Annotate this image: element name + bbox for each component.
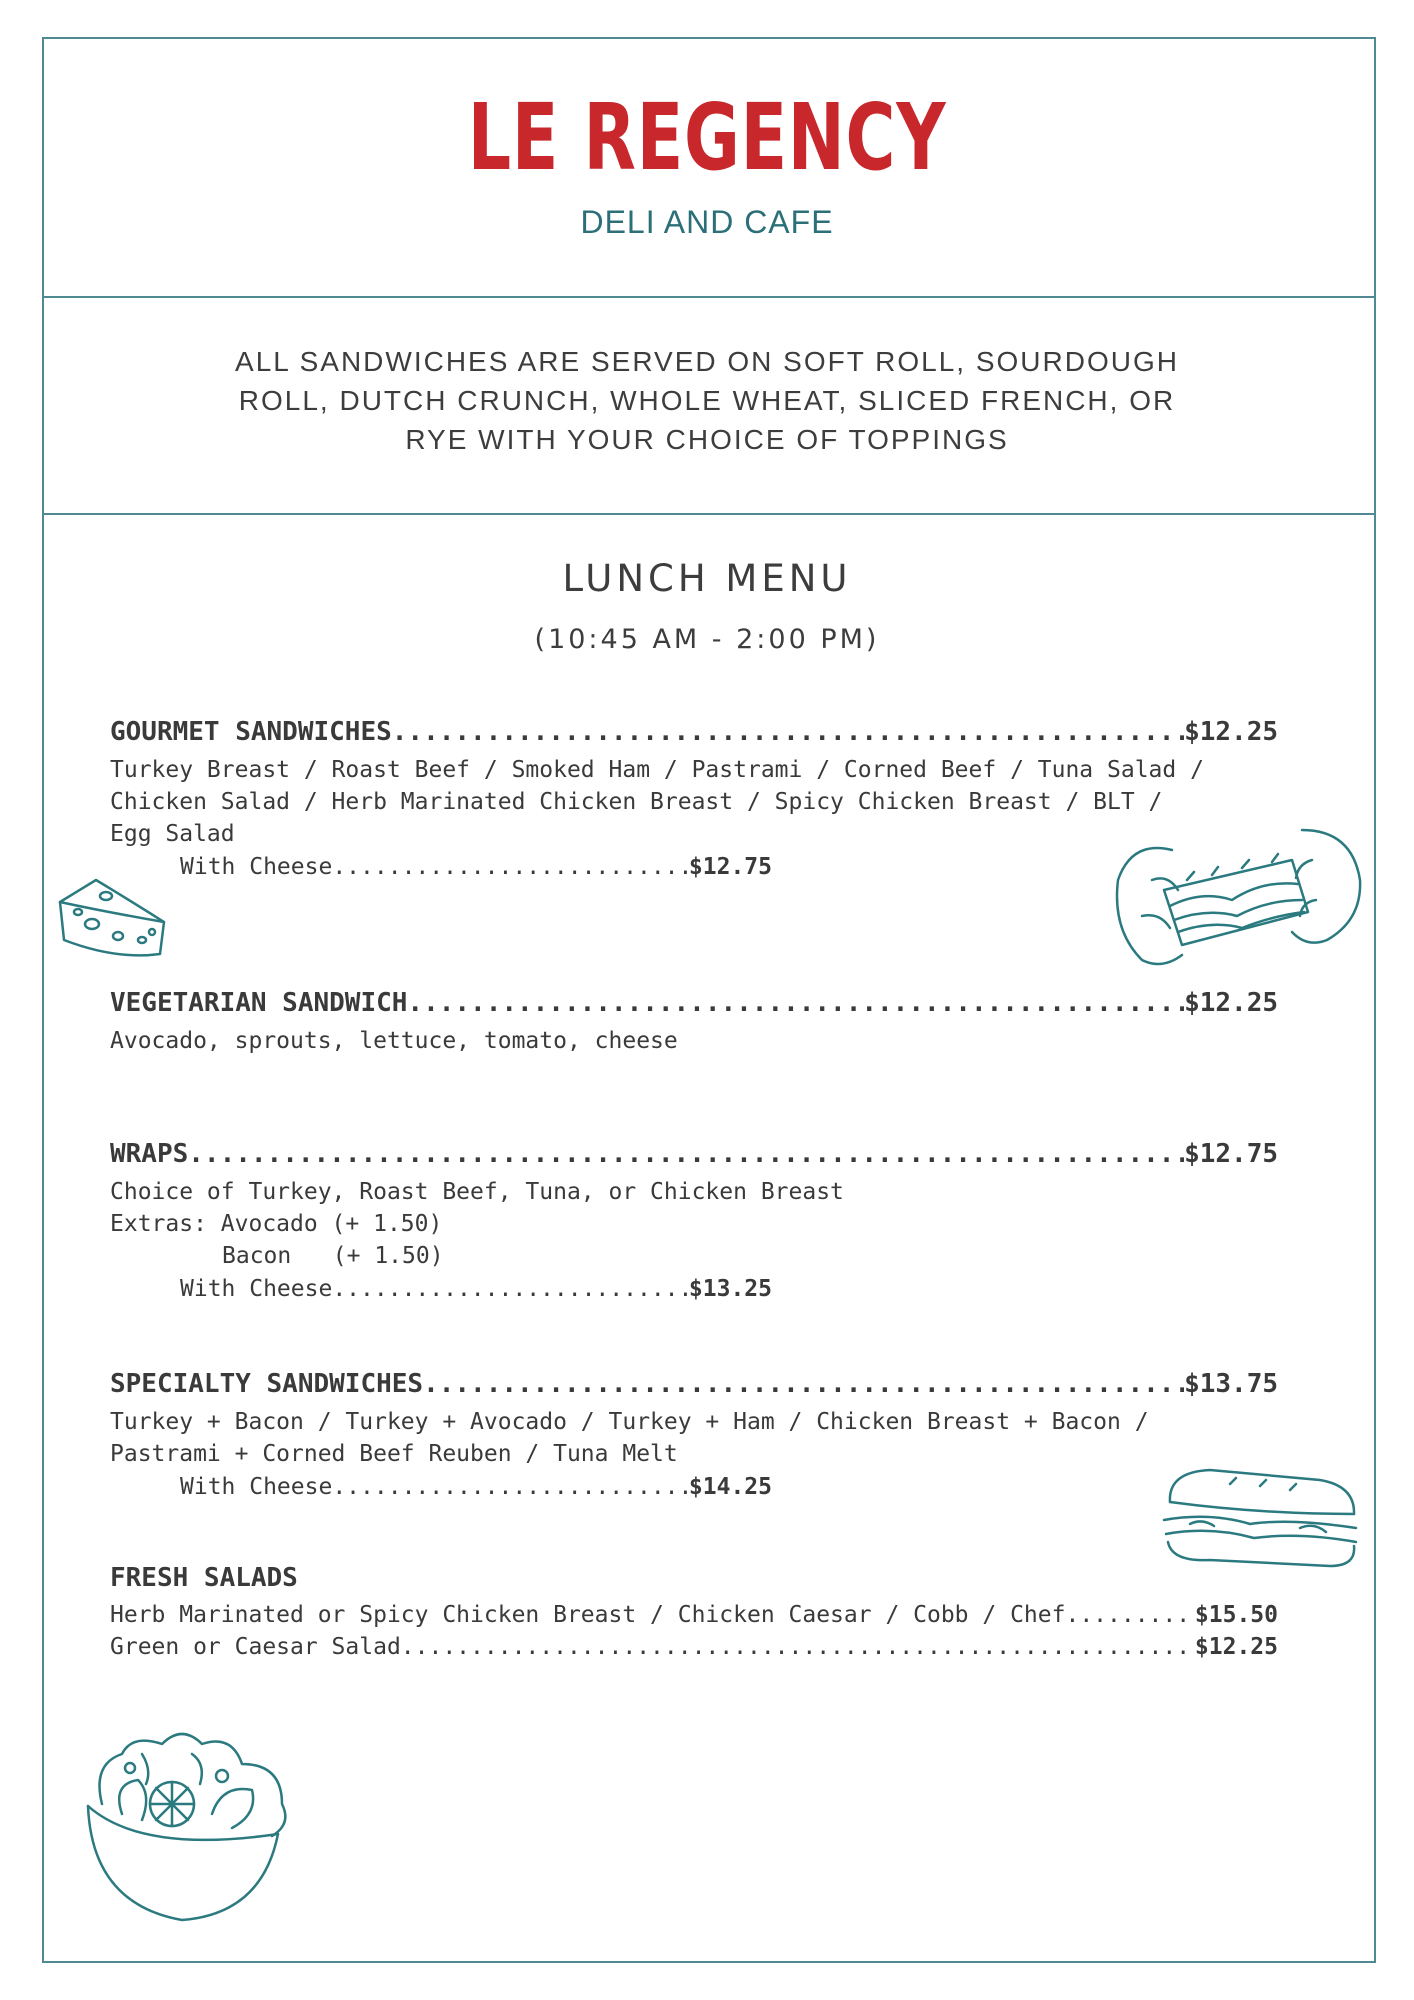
desc-line: Pastrami + Corned Beef Reuben / Tuna Melt	[110, 1441, 678, 1467]
section-price: $12.25	[1184, 988, 1278, 1018]
desc-line: Egg Salad	[110, 821, 235, 847]
cheese-price: $12.75	[688, 854, 772, 880]
desc-line: Bacon (+ 1.50)	[222, 1243, 444, 1269]
notice-line: RYE WITH YOUR CHOICE OF TOPPINGS	[405, 424, 1009, 455]
sandwich-in-hands-icon	[1112, 820, 1362, 970]
desc-line: Chicken Salad / Herb Marinated Chicken Breast / Spicy Chicken Breast / BLT /	[110, 789, 1163, 815]
dot-leader	[1065, 1602, 1194, 1628]
desc-line: Turkey Breast / Roast Beef / Smoked Ham / Pastrami / Corned Beef / Tuna Salad /	[110, 757, 1204, 783]
dot-leader	[332, 1474, 689, 1500]
dot-leader	[423, 1369, 1184, 1399]
cheese-price: $13.25	[688, 1276, 772, 1302]
section-price: $12.75	[1184, 1139, 1278, 1169]
section-price: $13.75	[1184, 1369, 1278, 1399]
salad-item-price: $12.25	[1194, 1634, 1278, 1660]
section-name: GOURMET SANDWICHES	[110, 717, 392, 747]
vegetarian-heading	[110, 988, 1278, 1018]
dot-leader	[188, 1139, 1184, 1169]
notice-line: ALL SANDWICHES ARE SERVED ON SOFT ROLL, SOURDOUGH	[235, 346, 1179, 377]
vegetarian-description	[110, 1025, 1290, 1057]
header-divider	[42, 296, 1376, 298]
dot-leader	[407, 988, 1184, 1018]
section-name: VEGETARIAN SANDWICH	[110, 988, 408, 1018]
dot-leader	[332, 854, 689, 880]
dot-leader	[332, 1276, 689, 1302]
cheese-price: $14.25	[688, 1474, 772, 1500]
bread-notice	[150, 342, 1264, 459]
gourmet-heading	[110, 717, 1278, 747]
salad-item-label: Green or Caesar Salad	[110, 1634, 401, 1660]
specialty-description	[110, 1406, 1290, 1470]
wraps-cheese-row	[180, 1276, 772, 1302]
salad-item-row	[110, 1602, 1278, 1628]
menu-hours: (10:45 AM - 2:00 PM)	[534, 624, 880, 655]
desc-line: Turkey + Bacon / Turkey + Avocado / Turkey + Ham / Chicken Breast + Bacon /	[110, 1409, 1149, 1435]
gourmet-cheese-row	[180, 854, 772, 880]
wraps-description	[110, 1176, 1290, 1272]
notice-line: ROLL, DUTCH CRUNCH, WHOLE WHEAT, SLICED FRENCH, OR	[238, 385, 1176, 416]
section-name: FRESH SALADS	[110, 1563, 298, 1593]
salad-item-row	[110, 1634, 1278, 1660]
brand-subtitle: DELI AND CAFE	[580, 204, 834, 240]
salad-bowl-icon	[82, 1724, 302, 1924]
cheese-label: With Cheese	[180, 1276, 333, 1302]
specialty-heading	[110, 1369, 1278, 1399]
salads-heading	[110, 1563, 1278, 1593]
specialty-cheese-row	[180, 1474, 772, 1500]
brand-title: LE REGENCY	[467, 84, 947, 191]
desc-line: Choice of Turkey, Roast Beef, Tuna, or Chicken Breast	[110, 1179, 844, 1205]
cheese-label: With Cheese	[180, 854, 333, 880]
cheese-icon	[56, 874, 168, 964]
cheese-label: With Cheese	[180, 1474, 333, 1500]
wraps-heading	[110, 1139, 1278, 1169]
section-name: WRAPS	[110, 1139, 189, 1169]
salad-item-label: Herb Marinated or Spicy Chicken Breast / Chicken Caesar / Cobb / Chef	[110, 1602, 1066, 1628]
notice-divider	[42, 513, 1376, 515]
section-price: $12.25	[1184, 717, 1278, 747]
dot-leader	[401, 1634, 1195, 1660]
section-name: SPECIALTY SANDWICHES	[110, 1369, 424, 1399]
dot-leader	[392, 717, 1184, 747]
sub-sandwich-icon	[1150, 1462, 1360, 1572]
menu-title: LUNCH MENU	[562, 557, 852, 600]
desc-line: Avocado, sprouts, lettuce, tomato, cheese	[110, 1028, 678, 1054]
salad-item-price: $15.50	[1194, 1602, 1278, 1628]
desc-line: Extras: Avocado (+ 1.50)	[110, 1211, 443, 1237]
